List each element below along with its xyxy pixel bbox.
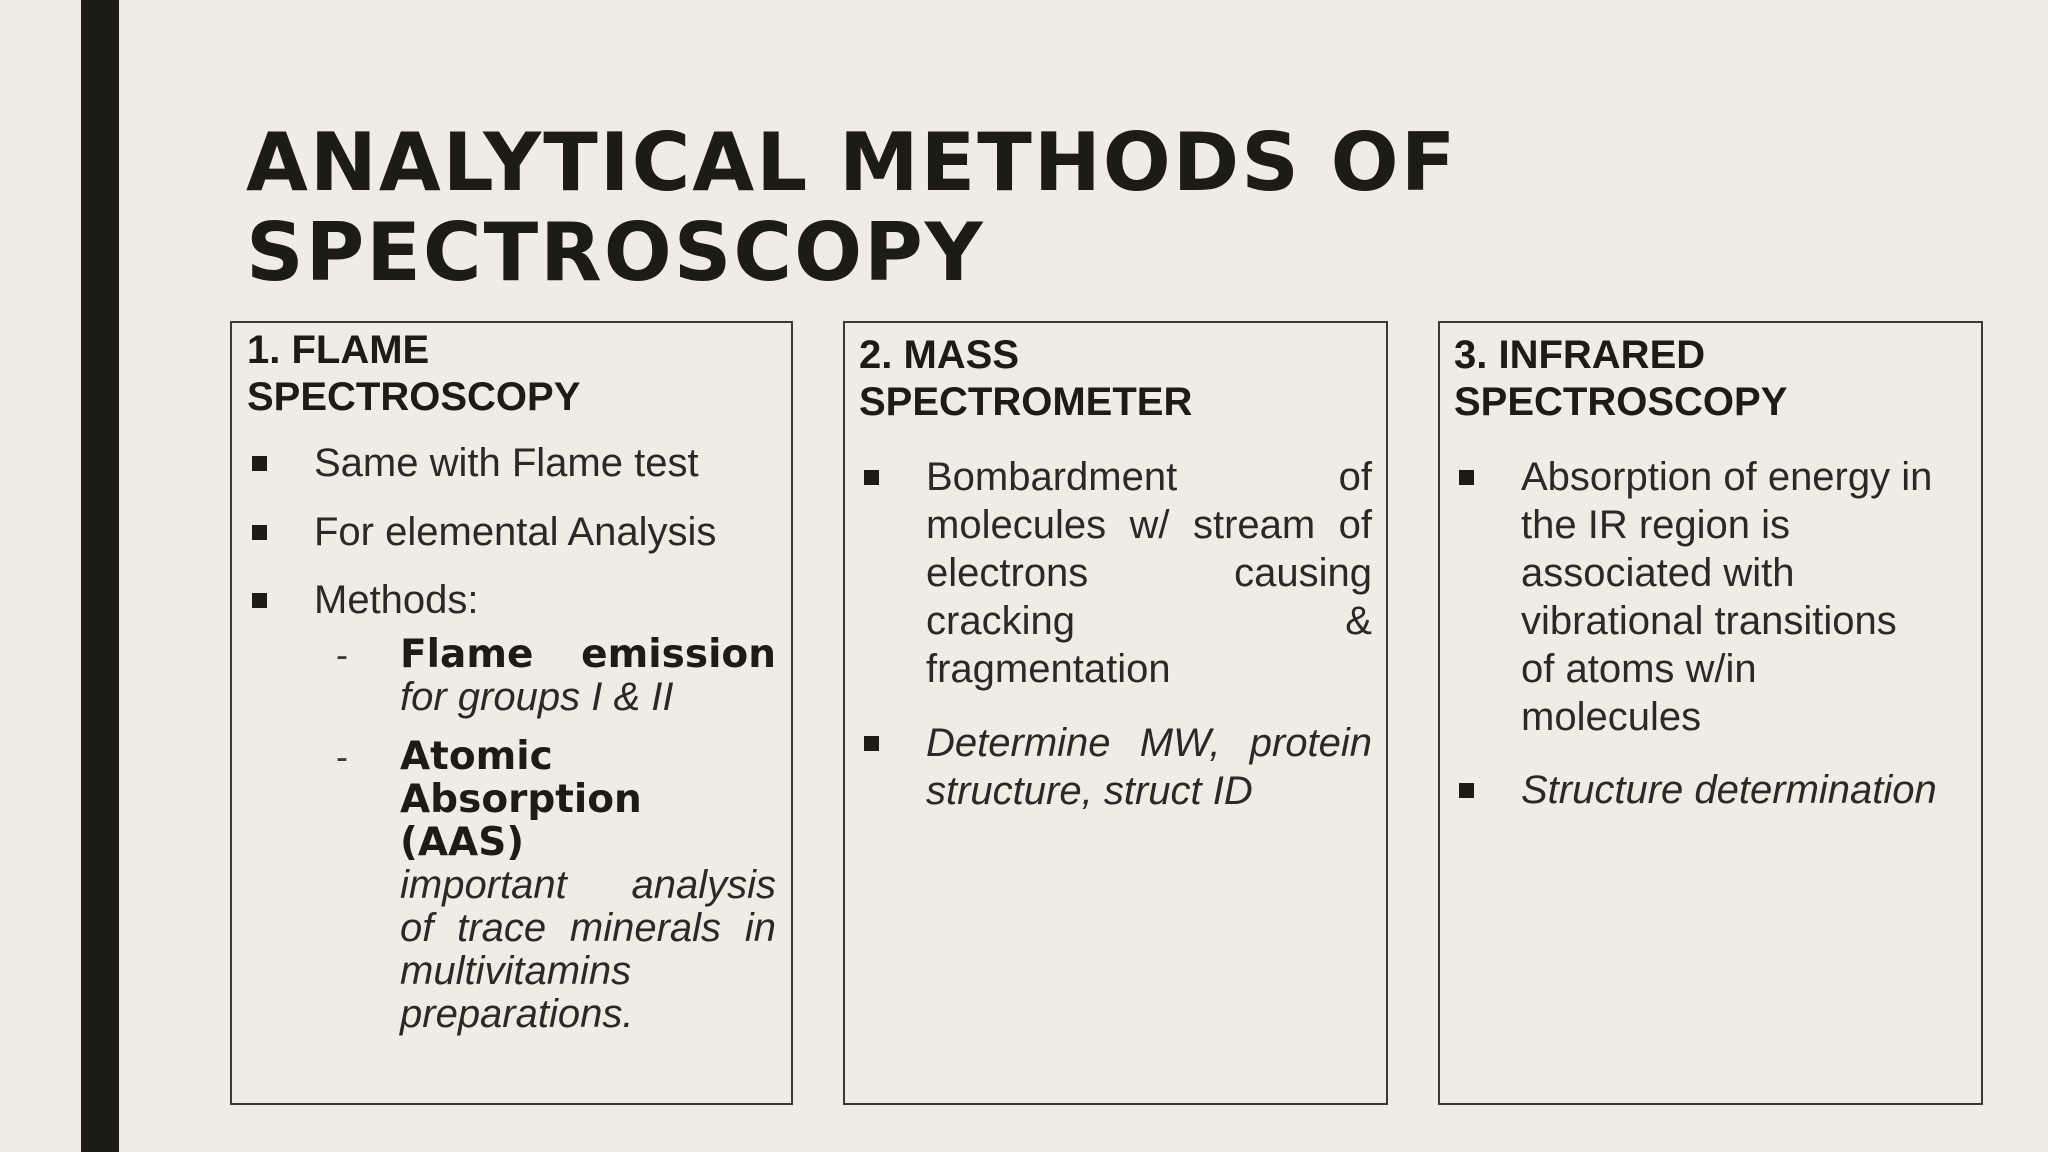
method-name: Flame emission — [400, 632, 776, 677]
dash-marker: - — [336, 634, 348, 675]
bullet-line: associated with — [1521, 551, 1795, 595]
heading-line: SPECTROSCOPY — [1454, 380, 1788, 424]
bullet-text: For elemental Analysis — [314, 510, 717, 554]
bullet-text: Structure determination — [1521, 768, 1937, 812]
bullet-square-icon — [1459, 470, 1474, 485]
method-description: multivitamins — [400, 949, 632, 993]
bullet-text: Methods: — [314, 578, 479, 622]
bullet-line: vibrational transitions — [1521, 599, 1897, 643]
bullet-square-icon — [252, 456, 267, 471]
method-description: of trace minerals in — [400, 906, 776, 950]
bullet-line: molecules — [1521, 695, 1702, 739]
heading-line: SPECTROMETER — [859, 380, 1193, 424]
infrared-spectroscopy-box — [1438, 321, 1983, 1105]
bullet-text: Same with Flame test — [314, 441, 699, 485]
bullet-text — [926, 719, 1372, 815]
flame-spectroscopy-box — [230, 321, 793, 1105]
bullet-text — [1521, 453, 1983, 741]
heading-line: 1. FLAME — [247, 328, 430, 372]
heading-line: 3. INFRARED — [1454, 333, 1706, 377]
bullet-line: Absorption of energy in — [1521, 455, 1933, 499]
bullet-line: the IR region is — [1521, 503, 1791, 547]
title-line-1: ANALYTICAL METHODS OF — [246, 116, 1458, 209]
bullet-square-icon — [864, 736, 879, 751]
method-name: Absorption (AAS) — [400, 777, 642, 865]
mass-spectrometer-heading — [859, 332, 1192, 426]
method-name: Atomic — [400, 734, 553, 779]
bullet-text — [926, 453, 1372, 693]
bullet-line: fragmentation — [926, 647, 1171, 691]
slide-title — [246, 118, 1457, 298]
method-description: preparations. — [400, 992, 634, 1036]
bullet-line: molecules w/ stream of — [926, 503, 1372, 547]
bullet-line: structure, struct ID — [926, 769, 1253, 813]
method-description: for groups I & II — [400, 675, 674, 719]
mass-spectrometer-box — [843, 321, 1388, 1105]
method-description: important analysis — [400, 863, 776, 907]
bullet-square-icon — [1459, 783, 1474, 798]
left-accent-bar — [81, 0, 119, 1152]
bullet-line: of atoms w/in — [1521, 647, 1757, 691]
dash-marker: - — [336, 736, 348, 777]
bullet-line: electrons causing — [926, 551, 1372, 595]
heading-line: SPECTROSCOPY — [247, 375, 581, 419]
bullet-square-icon — [252, 525, 267, 540]
bullet-square-icon — [252, 593, 267, 608]
flame-spectroscopy-heading — [247, 327, 580, 421]
heading-line: 2. MASS — [859, 333, 1020, 377]
infrared-spectroscopy-heading — [1454, 332, 1787, 426]
bullet-line: Determine MW, protein — [926, 721, 1372, 765]
title-line-2: SPECTROSCOPY — [246, 206, 985, 299]
bullet-square-icon — [864, 470, 879, 485]
bullet-line: cracking & — [926, 599, 1372, 643]
bullet-line: Bombardment of — [926, 455, 1372, 499]
